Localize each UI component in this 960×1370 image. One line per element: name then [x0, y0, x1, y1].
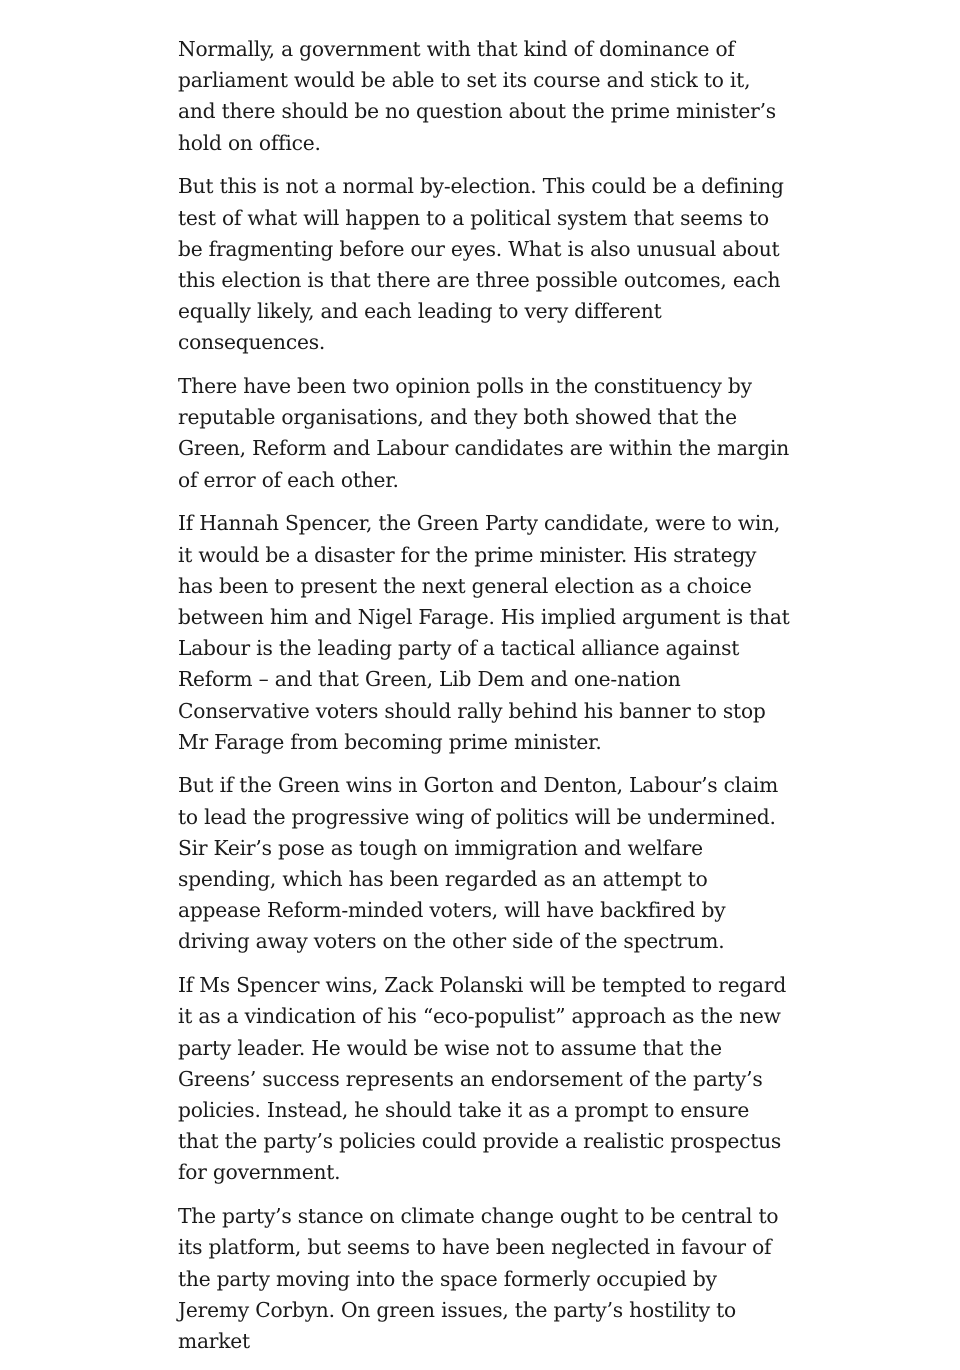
article-paragraph: If Ms Spencer wins, Zack Polanski will be tempted to regard it as a vindication of his “eco-populist” approach as the new party leader. He would be wise not to assume that the Greens’ success represents an endorsement of the party’s policies. Instead, he should take it as a prompt to ensure that the party’s policies could provide a realistic prospectus for government. [178, 973, 787, 1185]
article-paragraph: But if the Green wins in Gorton and Denton, Labour’s claim to lead the progressive wing of politics will be undermined. Sir Keir’s pose as tough on immigration and welfare spending, which has been regarded as an attempt to appease Reform-minded voters, will have backfired by driving away voters on the other side of the spectrum. [178, 773, 779, 954]
article-paragraph: If Hannah Spencer, the Green Party candidate, were to win, it would be a disaster for the prime minister. His strategy has been to present the next general election as a choice between him and Nigel Farage. His implied argument is that Labour is the leading party of a tactical alliance against Reform – and that Green, Lib Dem and one-nation Conservative voters should rally behind his banner to stop Mr Farage from becoming prime minister. [178, 511, 790, 754]
article-paragraph: Normally, a government with that kind of dominance of parliament would be able to set its course and stick to it, and there should be no question about the prime minister’s hold on office. [178, 37, 776, 155]
article-paragraph: There have been two opinion polls in the constituency by reputable organisations, and they both showed that the Green, Reform and Labour candidates are within the margin of error of each other. [178, 374, 790, 492]
article-paragraph: The party’s stance on climate change ought to be central to its platform, but seems to have been neglected in favour of the party moving into the space formerly occupied by Jeremy Corbyn. On green issues, the party’s hostility to market [178, 1204, 779, 1353]
article-body [178, 34, 790, 1370]
article-paragraph: But this is not a normal by-election. This could be a defining test of what will happen to a political system that seems to be fragmenting before our eyes. What is also unusual about this election is that there are three possible outcomes, each equally likely, and each leading to very different consequences. [178, 174, 784, 355]
